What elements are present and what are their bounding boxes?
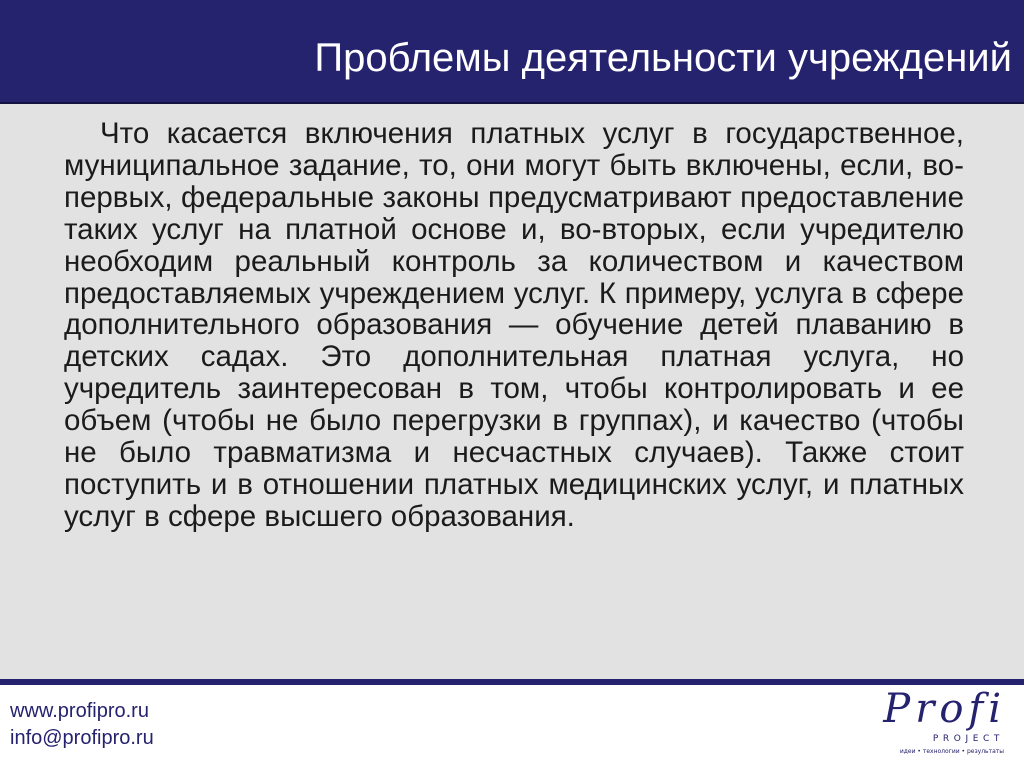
website-link[interactable]: www.profipro.ru: [10, 700, 149, 722]
email-link[interactable]: info@profipro.ru: [10, 727, 154, 749]
profi-project-logo: [883, 686, 1012, 765]
slide-title: Проблемы деятельности учреждений: [314, 36, 1012, 80]
title-bar: [0, 0, 1024, 104]
logo-subtitle: PROJECT: [932, 734, 1004, 744]
body-paragraph: Что касается включения платных услуг в государственное, муниципальное задание, то, они могут быть включены, если, во-первых, федеральные законы предусматривают предоставление таких услуг на платной основе и, во-вторых, если учредителю необходим реальный контроль за количеством и качеством предоставляемых учреждением услуг. К примеру, услуга в сфере дополнительного образования — обучение детей плаванию в детских садах. Это дополнительная платная услуга, но учредитель заинтересован в том, чтобы контролировать и ее объем (чтобы не было перегрузки в группах), и качество (чтобы не было травматизма и несчастных случаев). Также стоит поступить и в отношении платных медицинских услуг, и платных услуг в сфере высшего образования.: [64, 117, 964, 533]
logo-wordmark: Profi: [883, 686, 1006, 732]
logo-tagline: идеи • технологии • результаты: [899, 748, 1004, 755]
footer: [0, 685, 1024, 768]
content-area: [0, 104, 1024, 679]
